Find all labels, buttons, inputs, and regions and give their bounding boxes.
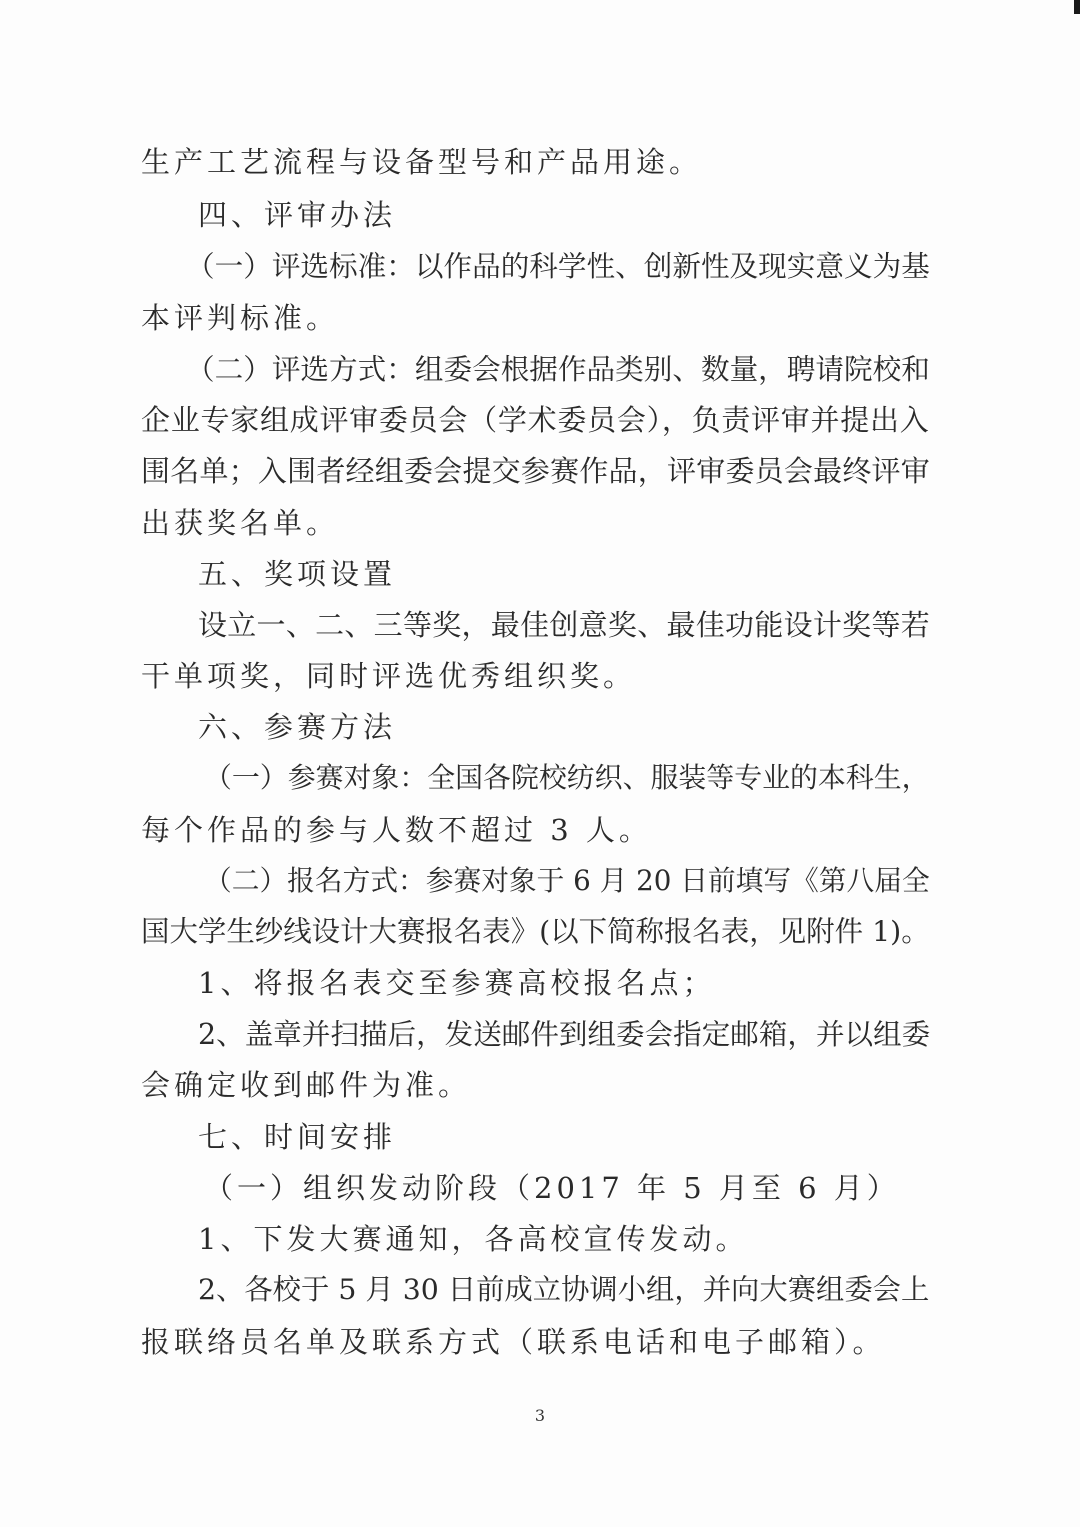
page-number: 3 (534, 1406, 546, 1425)
paragraph-line: 报联络员名单及联系方式（联系电话和电子邮箱）。 (141, 1325, 886, 1359)
list-item: 2、盖章并扫描后，发送邮件到组委会指定邮箱，并以组委 (198, 1017, 931, 1051)
paragraph-line: 本评判标准。 (141, 301, 340, 335)
paragraph-line: 会确定收到邮件为准。 (141, 1068, 472, 1102)
paragraph-line: 干单项奖，同时评选优秀组织奖。 (141, 659, 637, 693)
list-item: 1、将报名表交至参赛高校报名点； (198, 966, 716, 1000)
section-heading: 七、时间安排 (198, 1120, 397, 1154)
paragraph-line: 出获奖名单。 (141, 506, 340, 540)
paragraph-line: （一）参赛对象：全国各院校纺织、服装等专业的本科生， (204, 761, 930, 794)
paragraph-line: 企业专家组成评审委员会（学术委员会），负责评审并提出入 (141, 403, 930, 437)
paragraph-line: （二）报名方式：参赛对象于 6 月 20 日前填写《第八届全 (204, 864, 930, 897)
paragraph-line: 国大学生纱线设计大赛报名表》(以下简称报名表，见附件 1)。 (141, 915, 930, 948)
list-item: 2、各校于 5 月 30 日前成立协调小组，并向大赛组委会上 (198, 1273, 930, 1306)
paragraph-line: 生产工艺流程与设备型号和产品用途。 (141, 145, 703, 179)
paragraph-line: 围名单；入围者经组委会提交参赛作品，评审委员会最终评审 (141, 454, 931, 488)
scan-edge-mark (1074, 0, 1080, 14)
section-heading: 四、评审办法 (198, 198, 397, 232)
section-heading: 五、奖项设置 (198, 557, 397, 591)
paragraph-line: 每个作品的参与人数不超过 3 人。 (141, 813, 652, 847)
paragraph-line: 设立一、二、三等奖，最佳创意奖、最佳功能设计奖等若 (198, 608, 931, 642)
paragraph-line: （一）评选标准：以作品的科学性、创新性及现实意义为基 (186, 249, 930, 283)
section-heading: 六、参赛方法 (198, 710, 397, 744)
paragraph-line: （二）评选方式：组委会根据作品类别、数量，聘请院校和 (186, 352, 930, 386)
paragraph-line: （一）组织发动阶段（2017 年 5 月至 6 月） (204, 1171, 900, 1205)
list-item: 1、下发大赛通知，各高校宣传发动。 (198, 1222, 749, 1256)
